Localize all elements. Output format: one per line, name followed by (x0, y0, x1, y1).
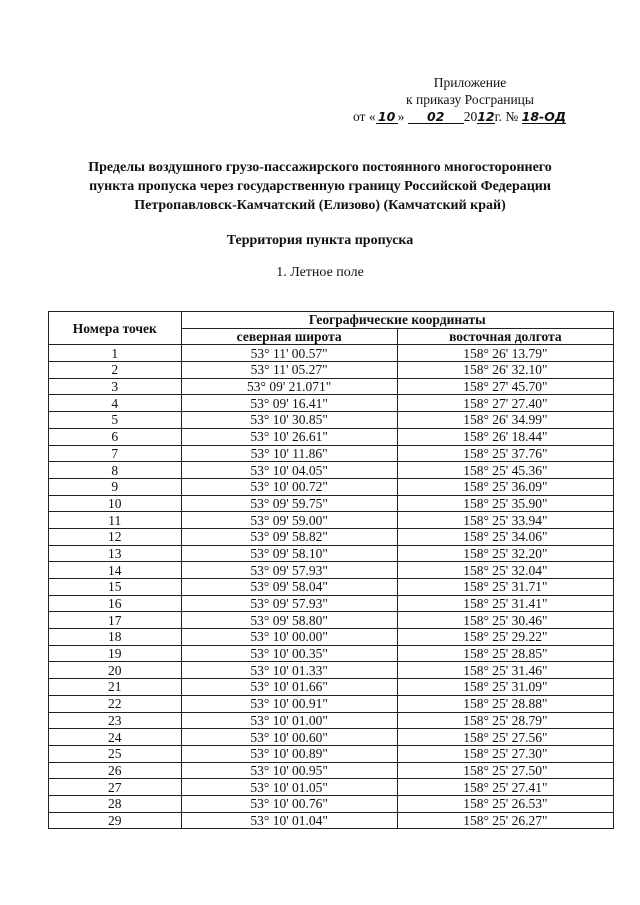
longitude-cell: 158° 25' 27.30" (397, 745, 613, 762)
longitude-cell: 158° 25' 31.09" (397, 679, 613, 696)
latitude-cell: 53° 11' 05.27" (181, 362, 397, 379)
latitude-cell: 53° 10' 30.85" (181, 412, 397, 429)
longitude-cell: 158° 25' 28.85" (397, 645, 613, 662)
point-number-cell: 20 (49, 662, 182, 679)
order-reference: к приказу Росграницы (406, 92, 534, 107)
point-number-cell: 12 (49, 528, 182, 545)
point-number-cell: 7 (49, 445, 182, 462)
longitude-cell: 158° 25' 27.50" (397, 762, 613, 779)
longitude-cell: 158° 25' 34.06" (397, 528, 613, 545)
title-line: Пределы воздушного грузо-пассажирского постоянного многостороннего (88, 160, 552, 175)
table-row (49, 412, 614, 429)
point-number-cell: 25 (49, 745, 182, 762)
table-row (49, 612, 614, 629)
point-number-cell: 3 (49, 378, 182, 395)
table-row (49, 629, 614, 646)
longitude-cell: 158° 25' 30.46" (397, 612, 613, 629)
point-number-cell: 4 (49, 395, 182, 412)
handwritten-year: 12 (477, 109, 495, 124)
longitude-cell: 158° 25' 32.04" (397, 562, 613, 579)
table-row (49, 779, 614, 796)
table-row (49, 445, 614, 462)
latitude-cell: 53° 10' 01.04" (181, 812, 397, 829)
section-heading: 1. Летное поле (276, 265, 364, 280)
longitude-cell: 158° 25' 26.53" (397, 795, 613, 812)
table-row (49, 645, 614, 662)
point-number-cell: 17 (49, 612, 182, 629)
point-number-cell: 19 (49, 645, 182, 662)
table-row (49, 362, 614, 379)
latitude-cell: 53° 09' 57.93" (181, 562, 397, 579)
longitude-cell: 158° 25' 28.79" (397, 712, 613, 729)
point-number-cell: 10 (49, 495, 182, 512)
col-header-latitude: северная широта (181, 328, 397, 345)
longitude-cell: 158° 25' 33.94" (397, 512, 613, 529)
point-number-cell: 6 (49, 428, 182, 445)
latitude-cell: 53° 10' 00.91" (181, 695, 397, 712)
longitude-cell: 158° 25' 31.71" (397, 579, 613, 596)
table-row (49, 812, 614, 829)
table-row (49, 562, 614, 579)
document-title (40, 158, 600, 215)
longitude-cell: 158° 25' 27.41" (397, 779, 613, 796)
latitude-cell: 53° 09' 58.80" (181, 612, 397, 629)
point-number-cell: 16 (49, 595, 182, 612)
latitude-cell: 53° 10' 00.72" (181, 478, 397, 495)
point-number-cell: 1 (49, 345, 182, 362)
point-number-cell: 27 (49, 779, 182, 796)
table-row (49, 729, 614, 746)
longitude-cell: 158° 25' 31.46" (397, 662, 613, 679)
latitude-cell: 53° 09' 57.93" (181, 595, 397, 612)
point-number-cell: 5 (49, 412, 182, 429)
date-quote-close: » (397, 109, 405, 124)
col-header-point-number: Номера точек (49, 312, 182, 345)
longitude-cell: 158° 25' 45.36" (397, 462, 613, 479)
point-number-cell: 2 (49, 362, 182, 379)
table-row (49, 679, 614, 696)
longitude-cell: 158° 26' 34.99" (397, 412, 613, 429)
point-number-cell: 13 (49, 545, 182, 562)
latitude-cell: 53° 09' 58.10" (181, 545, 397, 562)
table-row (49, 712, 614, 729)
latitude-cell: 53° 10' 00.60" (181, 729, 397, 746)
latitude-cell: 53° 09' 21.071" (181, 378, 397, 395)
point-number-cell: 11 (49, 512, 182, 529)
longitude-cell: 158° 25' 28.88" (397, 695, 613, 712)
point-number-cell: 26 (49, 762, 182, 779)
point-number-cell: 23 (49, 712, 182, 729)
table-row (49, 745, 614, 762)
table-row (49, 495, 614, 512)
point-number-cell: 8 (49, 462, 182, 479)
latitude-cell: 53° 10' 01.66" (181, 679, 397, 696)
coordinates-table (48, 311, 614, 829)
order-date-line (330, 108, 610, 125)
latitude-cell: 53° 10' 01.33" (181, 662, 397, 679)
col-header-geo-coordinates: Географические координаты (181, 312, 613, 329)
table-row (49, 795, 614, 812)
table-row (49, 595, 614, 612)
latitude-cell: 53° 09' 59.75" (181, 495, 397, 512)
table-row (49, 428, 614, 445)
table-row (49, 695, 614, 712)
handwritten-month: 02 (408, 110, 464, 124)
point-number-cell: 22 (49, 695, 182, 712)
title-line: Петропавловск-Камчатский (Елизово) (Камчатский край) (134, 198, 506, 213)
year-prefix: 20 (463, 109, 478, 124)
table-header-row (49, 312, 614, 329)
longitude-cell: 158° 25' 36.09" (397, 478, 613, 495)
latitude-cell: 53° 09' 58.82" (181, 528, 397, 545)
latitude-cell: 53° 10' 00.89" (181, 745, 397, 762)
longitude-cell: 158° 25' 35.90" (397, 495, 613, 512)
longitude-cell: 158° 25' 37.76" (397, 445, 613, 462)
table-row (49, 395, 614, 412)
latitude-cell: 53° 10' 26.61" (181, 428, 397, 445)
point-number-cell: 14 (49, 562, 182, 579)
table-row (49, 662, 614, 679)
year-unit: г. № (494, 109, 519, 124)
latitude-cell: 53° 09' 58.04" (181, 579, 397, 596)
latitude-cell: 53° 10' 00.95" (181, 762, 397, 779)
document-subtitle: Территория пункта пропуска (226, 233, 414, 248)
table-row (49, 762, 614, 779)
longitude-cell: 158° 26' 13.79" (397, 345, 613, 362)
latitude-cell: 53° 10' 00.76" (181, 795, 397, 812)
longitude-cell: 158° 25' 29.22" (397, 629, 613, 646)
point-number-cell: 18 (49, 629, 182, 646)
latitude-cell: 53° 10' 01.05" (181, 779, 397, 796)
latitude-cell: 53° 11' 00.57" (181, 345, 397, 362)
longitude-cell: 158° 25' 31.41" (397, 595, 613, 612)
longitude-cell: 158° 26' 32.10" (397, 362, 613, 379)
handwritten-order-number: 18-ОД (521, 109, 566, 124)
appendix-label: Приложение (433, 75, 507, 90)
point-number-cell: 15 (49, 579, 182, 596)
point-number-cell: 24 (49, 729, 182, 746)
latitude-cell: 53° 09' 59.00" (181, 512, 397, 529)
appendix-header (330, 74, 610, 125)
table-row (49, 579, 614, 596)
latitude-cell: 53° 10' 00.35" (181, 645, 397, 662)
latitude-cell: 53° 10' 11.86" (181, 445, 397, 462)
latitude-cell: 53° 10' 01.00" (181, 712, 397, 729)
table-row (49, 512, 614, 529)
longitude-cell: 158° 25' 27.56" (397, 729, 613, 746)
point-number-cell: 29 (49, 812, 182, 829)
table-row (49, 545, 614, 562)
point-number-cell: 9 (49, 478, 182, 495)
table-body (49, 345, 614, 829)
longitude-cell: 158° 27' 27.40" (397, 395, 613, 412)
point-number-cell: 28 (49, 795, 182, 812)
latitude-cell: 53° 09' 16.41" (181, 395, 397, 412)
col-header-longitude: восточная долгота (397, 328, 613, 345)
table-row (49, 528, 614, 545)
longitude-cell: 158° 25' 32.20" (397, 545, 613, 562)
point-number-cell: 21 (49, 679, 182, 696)
table-row (49, 478, 614, 495)
table-row (49, 345, 614, 362)
title-line: пункта пропуска через государственную границу Российской Федерации (89, 179, 551, 194)
longitude-cell: 158° 27' 45.70" (397, 378, 613, 395)
table-row (49, 378, 614, 395)
table-row (49, 462, 614, 479)
date-prefix: от « (352, 109, 376, 124)
longitude-cell: 158° 25' 26.27" (397, 812, 613, 829)
handwritten-day: 10 (376, 110, 398, 124)
latitude-cell: 53° 10' 04.05" (181, 462, 397, 479)
latitude-cell: 53° 10' 00.00" (181, 629, 397, 646)
longitude-cell: 158° 26' 18.44" (397, 428, 613, 445)
